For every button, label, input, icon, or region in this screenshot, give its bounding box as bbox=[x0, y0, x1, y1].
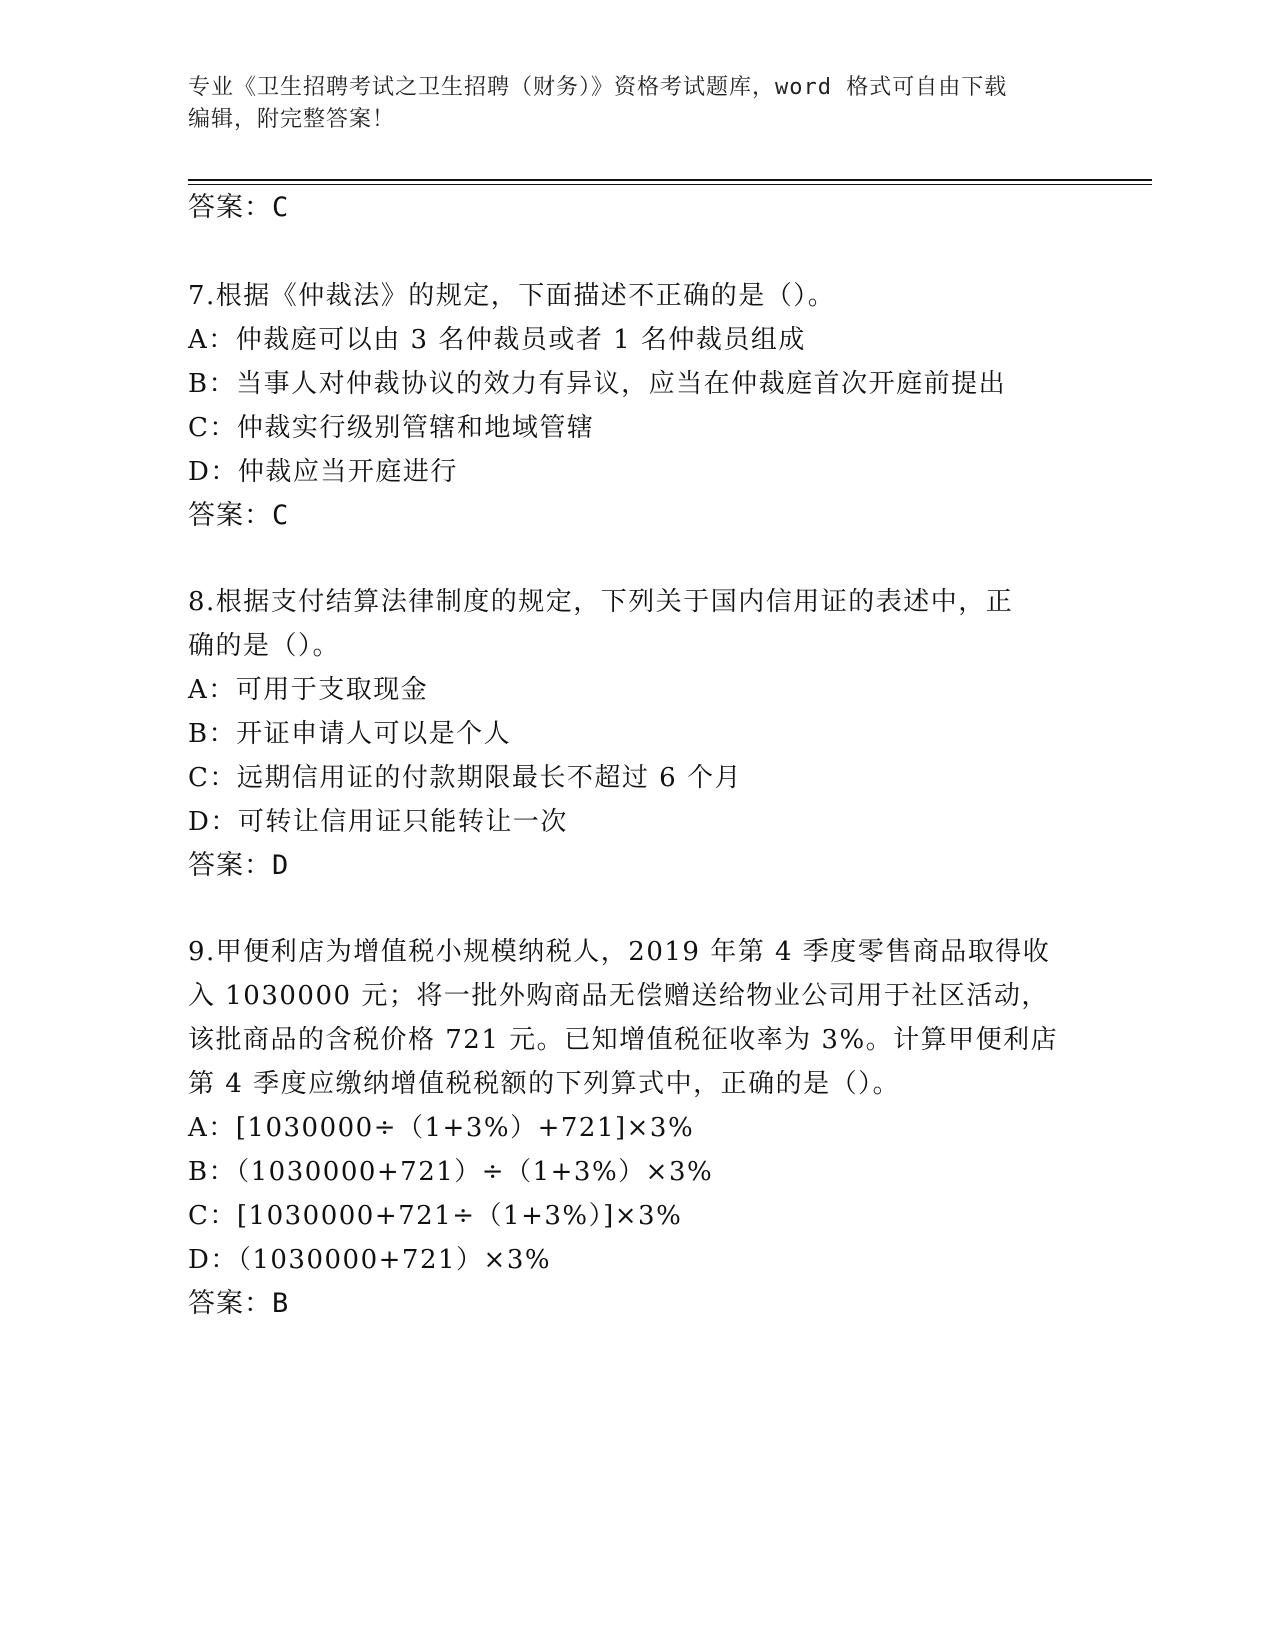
question-7-option-d: D：仲裁应当开庭进行 bbox=[188, 457, 458, 487]
answer-letter: D bbox=[272, 850, 290, 881]
question-8-option-a: A：可用于支取现金 bbox=[188, 675, 429, 705]
header-divider bbox=[188, 179, 1152, 181]
question-7-option-b: B：当事人对仲裁协议的效力有异议，应当在仲裁庭首次开庭前提出 bbox=[188, 369, 1007, 399]
question-9-answer bbox=[188, 1286, 289, 1322]
question-7-answer bbox=[188, 498, 289, 534]
question-8-option-b: B：开证申请人可以是个人 bbox=[188, 719, 512, 749]
question-8-option-d: D：可转让信用证只能转让一次 bbox=[188, 807, 568, 837]
answer-prefix: 答案： bbox=[188, 850, 272, 881]
question-9-stem-line-2: 入 1030000 元；将一批外购商品无偿赠送给物业公司用于社区活动， bbox=[188, 981, 1049, 1011]
question-9-option-c: C：[1030000+721÷（1+3%）]×3% bbox=[188, 1201, 683, 1231]
question-9-option-a: A：[1030000÷（1+3%）+721]×3% bbox=[188, 1113, 695, 1143]
question-8-stem-line-2: 确的是（）。 bbox=[188, 631, 341, 661]
answer-letter: C bbox=[272, 192, 290, 223]
question-7-stem-line-1: 7.根据《仲裁法》的规定，下面描述不正确的是（）。 bbox=[188, 281, 836, 311]
question-8-answer bbox=[188, 848, 289, 884]
question-9-stem-line-4: 第 4 季度应缴纳增值税税额的下列算式中，正确的是（）。 bbox=[188, 1069, 901, 1099]
answer-prefix: 答案： bbox=[188, 192, 272, 223]
answer-letter: B bbox=[272, 1288, 290, 1319]
question-9-option-d: D：（1030000+721）×3% bbox=[188, 1245, 552, 1275]
answer-previous bbox=[188, 190, 289, 226]
question-7-option-c: C：仲裁实行级别管辖和地域管辖 bbox=[188, 413, 595, 443]
answer-prefix: 答案： bbox=[188, 1288, 272, 1319]
question-8-stem-line-1: 8.根据支付结算法律制度的规定，下列关于国内信用证的表述中，正 bbox=[188, 587, 1014, 617]
question-9-stem-line-3: 该批商品的含税价格 721 元。已知增值税征收率为 3%。计算甲便利店 bbox=[188, 1025, 1059, 1055]
header-divider-thin bbox=[188, 184, 1152, 185]
question-9-stem-line-1: 9.甲便利店为增值税小规模纳税人，2019 年第 4 季度零售商品取得收 bbox=[188, 937, 1051, 967]
answer-prefix: 答案： bbox=[188, 500, 272, 531]
answer-letter: C bbox=[272, 500, 290, 531]
question-8-option-c: C：远期信用证的付款期限最长不超过 6 个月 bbox=[188, 763, 742, 793]
header-line-2: 编辑，附完整答案！ bbox=[188, 107, 396, 132]
document-header bbox=[188, 72, 1088, 136]
question-7-option-a: A：仲裁庭可以由 3 名仲裁员或者 1 名仲裁员组成 bbox=[188, 325, 806, 355]
header-line-1: 专业《卫生招聘考试之卫生招聘（财务）》资格考试题库，word 格式可自由下载 bbox=[188, 75, 1008, 100]
question-9-option-b: B：（1030000+721）÷（1+3%）×3% bbox=[188, 1157, 714, 1187]
